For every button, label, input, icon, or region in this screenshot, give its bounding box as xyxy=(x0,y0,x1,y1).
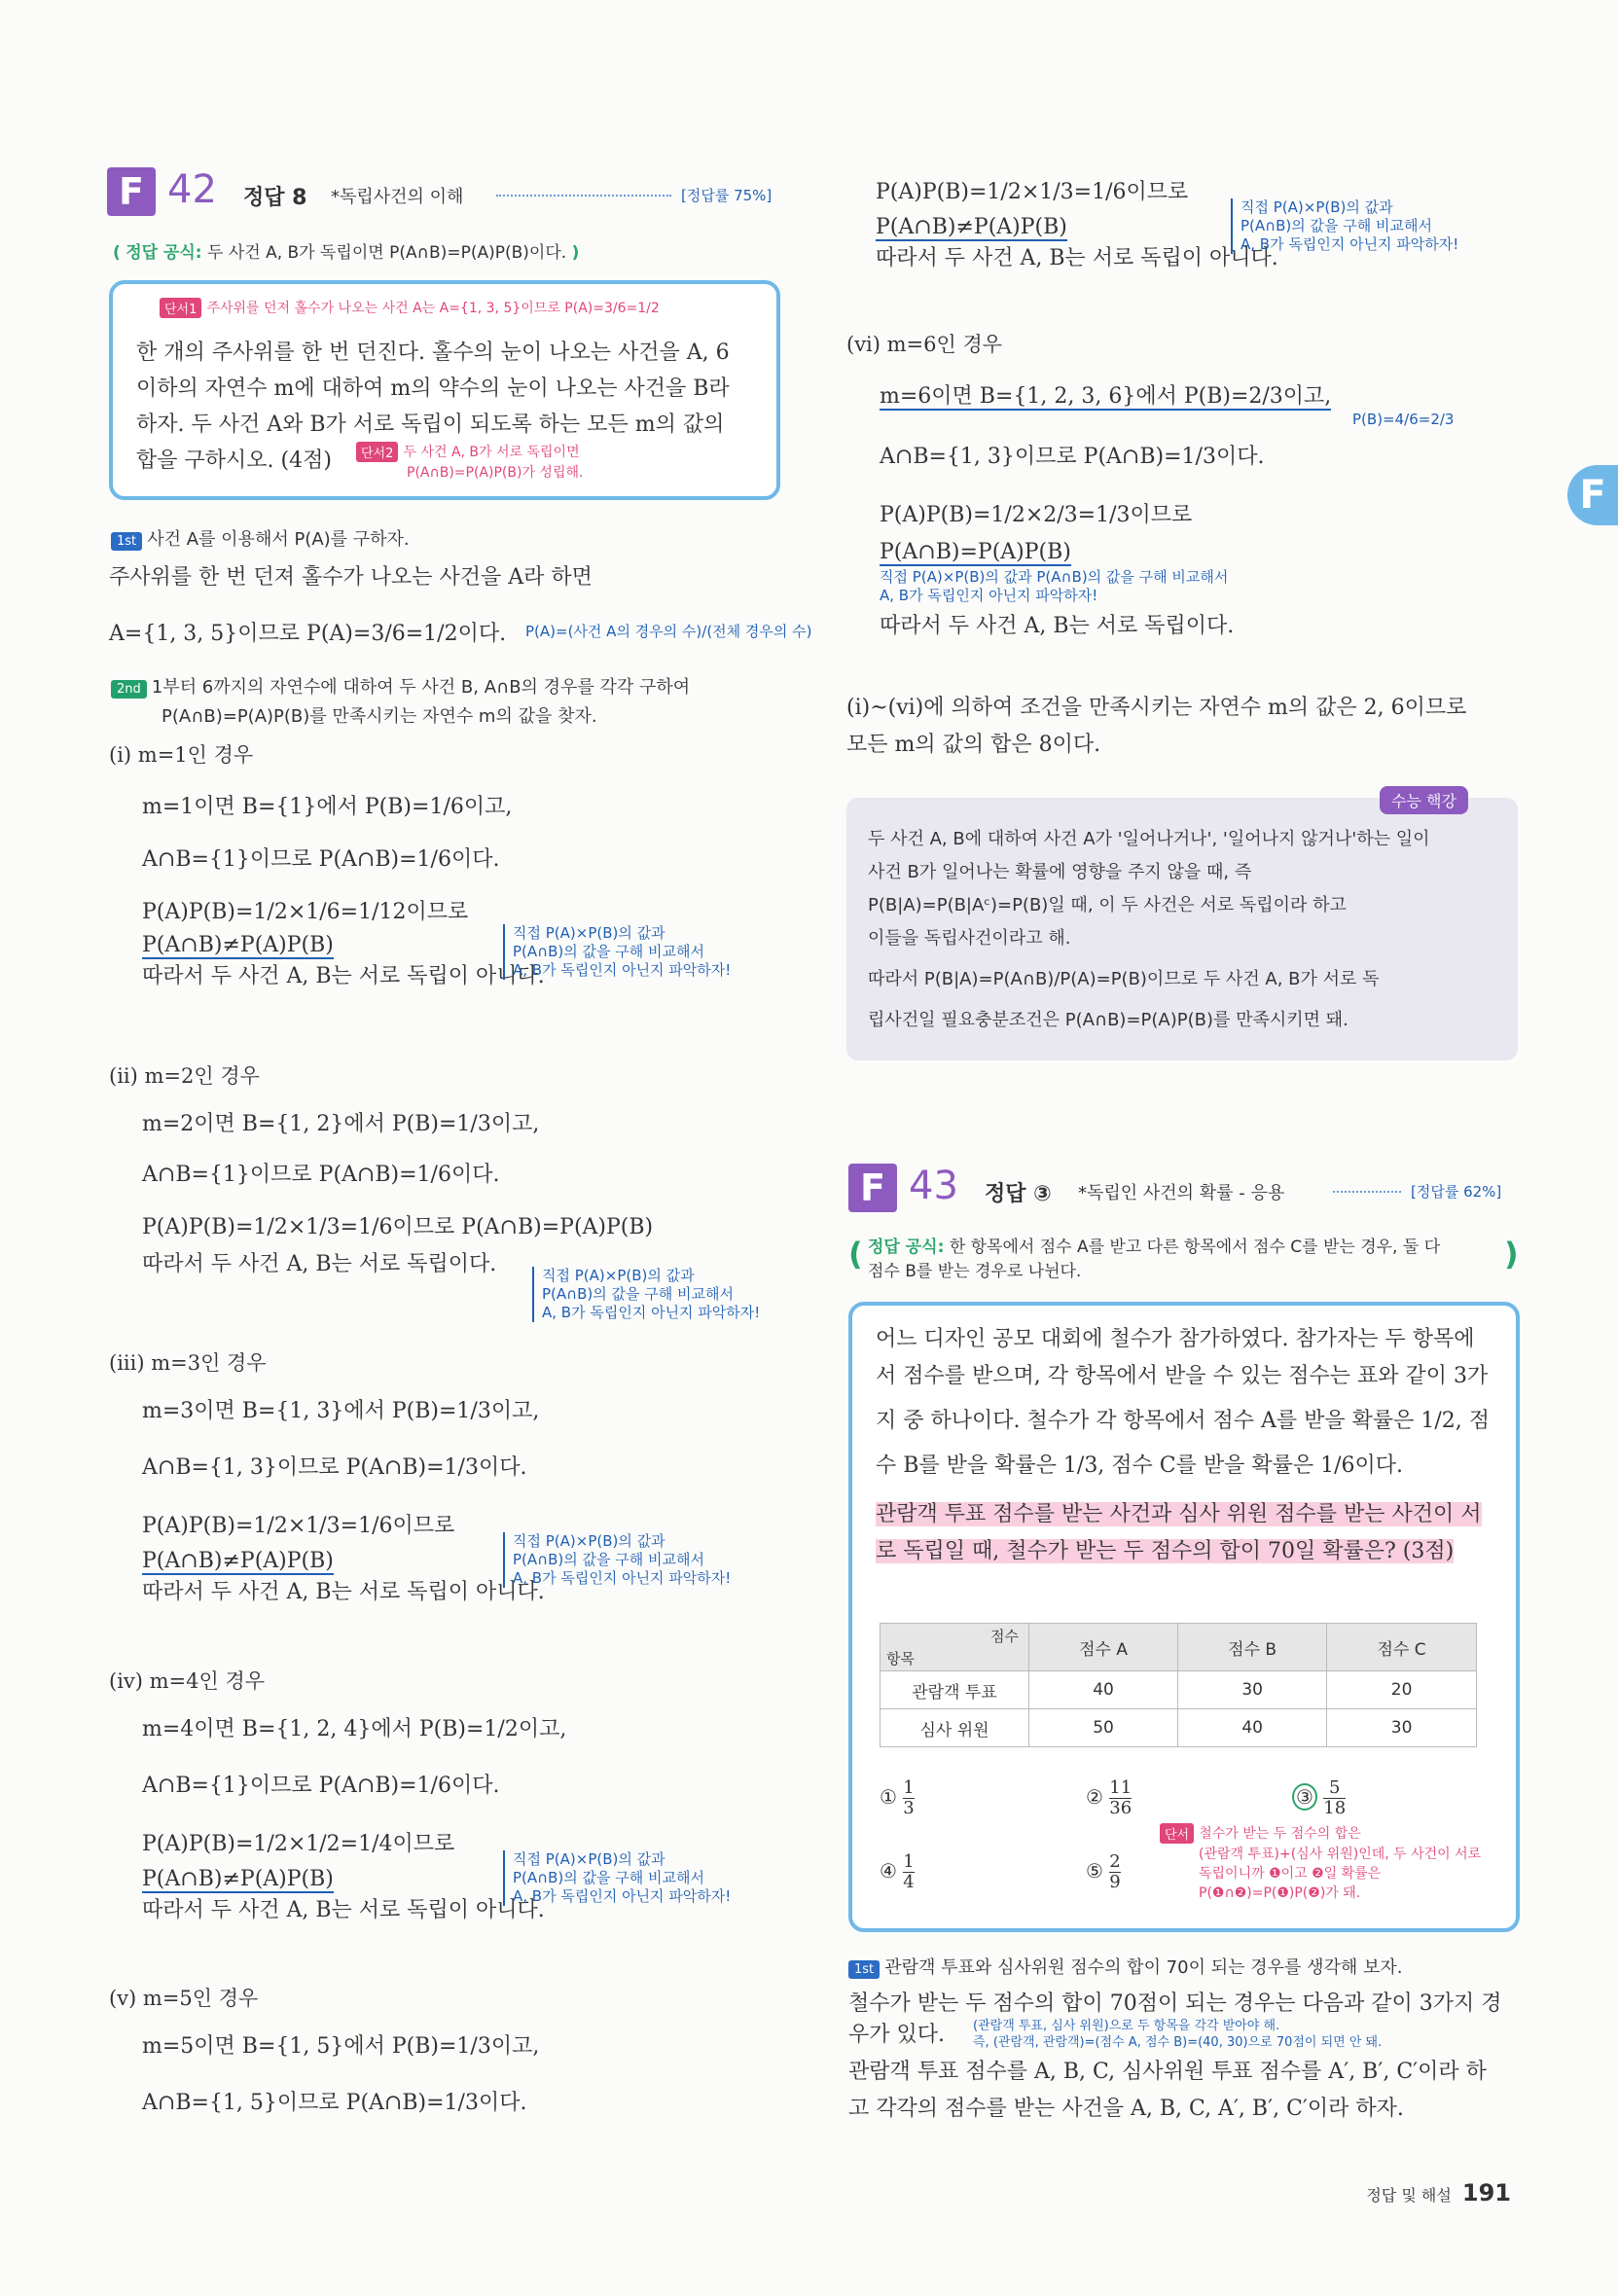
solution-line: 고 각각의 점수를 받는 사건을 A, B, C, A′, B′, C′이라 하자. xyxy=(848,2097,1404,2121)
case-line: A∩B={1}이므로 P(A∩B)=1/6이다. xyxy=(142,1163,500,1187)
table-corner xyxy=(881,1624,1029,1671)
step1-tag: 1st xyxy=(848,1960,880,1979)
problem-line: 지 중 하나이다. 철수가 각 항목에서 점수 A를 받을 확률은 1/2, 점 xyxy=(876,1409,1491,1433)
check-annot-line: A, B가 독립인지 아닌지 파악하자! xyxy=(513,1887,732,1905)
choice-mark: ③ xyxy=(1292,1783,1317,1811)
problem-line: 서 점수를 받으며, 각 항목에서 받을 수 있는 점수는 표와 같이 3가 xyxy=(876,1364,1489,1388)
table-header: 점수 C xyxy=(1327,1624,1477,1671)
q43-header xyxy=(848,1164,1520,1218)
table-row xyxy=(881,1709,1477,1747)
problem-line: 수 B를 받을 확률은 1/3, 점수 C를 받을 확률은 1/6이다. xyxy=(876,1453,1404,1478)
case-line: m=2이면 B={1, 2}에서 P(B)=1/3이고, xyxy=(142,1112,540,1136)
q43-formula xyxy=(848,1236,1520,1284)
q43-step1 xyxy=(848,1954,1402,1979)
note-line: 사건 B가 일어나는 확률에 영향을 주지 않을 때, 즉 xyxy=(868,862,1252,882)
corner-bottom: 항목 xyxy=(886,1650,915,1668)
table-cell: 30 xyxy=(1327,1709,1477,1747)
table-header: 점수 A xyxy=(1029,1624,1178,1671)
choice-mark: ⑤ xyxy=(1086,1859,1103,1883)
check-annot-line: 직접 P(A)×P(B)의 값과 xyxy=(513,924,665,942)
check-annot-line: 직접 P(A)×P(B)의 값과 xyxy=(1240,198,1393,216)
problem-line: 하자. 두 사건 A와 B가 서로 독립이 되도록 하는 모든 m의 값의 xyxy=(136,413,725,437)
case-line: P(A)P(B)=1/2×1/3=1/6이므로 xyxy=(876,180,1189,204)
q42-header xyxy=(107,167,788,222)
problem-line: 로 독립일 때, 철수가 받는 두 점수의 합이 70일 확률은? (3점) xyxy=(876,1539,1455,1563)
step1-text: 사건 A를 이용해서 P(A)를 구하자. xyxy=(147,529,410,550)
hint2-line: P(A∩B)=P(A)P(B)가 성립해. xyxy=(407,465,584,481)
q42-number: 42 xyxy=(167,167,217,212)
q42-conclusion xyxy=(846,693,1466,761)
formula-label: 정답 공식: xyxy=(868,1238,945,1257)
formula-line: 한 항목에서 점수 A를 받고 다른 항목에서 점수 C를 받는 경우, 둘 다 xyxy=(949,1238,1441,1257)
q43-rate: [정답률 62%] xyxy=(1411,1183,1502,1201)
q42-s1-line1: 주사위를 한 번 던져 홀수가 나오는 사건을 A라 하면 xyxy=(109,565,593,590)
case-line: P(A)P(B)=1/2×1/6=1/12이므로 xyxy=(142,900,469,924)
case-line: A∩B={1, 5}이므로 P(A∩B)=1/3이다. xyxy=(142,2091,527,2115)
case-line: 따라서 두 사건 A, B는 서로 독립이 아니다. xyxy=(876,246,1278,270)
formula-bracket-open: ( xyxy=(848,1236,863,1273)
check-annot-line: 직접 P(A)×P(B)의 값과 xyxy=(880,568,1032,586)
check-annot xyxy=(503,924,731,980)
case-line: P(A∩B)≠P(A)P(B) xyxy=(142,1549,334,1573)
formula-bracket-close: ) xyxy=(571,243,580,263)
hint1-tag: 단서1 xyxy=(160,298,201,318)
table-header-row xyxy=(881,1624,1477,1671)
choice-2[interactable] xyxy=(1086,1778,1132,1818)
check-annot xyxy=(532,1267,760,1322)
case-line: P(A∩B)≠P(A)P(B) xyxy=(142,1867,334,1891)
case-line: P(A∩B)≠P(A)P(B) xyxy=(876,215,1067,239)
q42-note-box xyxy=(846,792,1518,1060)
choice-mark: ② xyxy=(1086,1785,1103,1809)
q42-badge: F xyxy=(107,167,156,216)
check-annot-line: A, B가 독립인지 아닌지 파악하자! xyxy=(880,587,1098,604)
case-head: (iv) m=4인 경우 xyxy=(109,1669,266,1693)
table-header: 점수 B xyxy=(1178,1624,1327,1671)
hint-line: 철수가 받는 두 점수의 합은 xyxy=(1199,1826,1361,1842)
check-annot-line: A, B가 독립인지 아닌지 파악하자! xyxy=(513,961,732,979)
solution-line: 우가 있다. xyxy=(848,2023,945,2047)
q42-step2 xyxy=(111,673,690,728)
case-line: P(A)P(B)=1/2×2/3=1/3이므로 xyxy=(880,503,1193,527)
check-annot xyxy=(1231,198,1458,254)
hint2-line: 두 사건 A, B가 서로 독립이면 xyxy=(403,445,580,460)
q42-problem-box xyxy=(109,280,780,500)
case-line: P(A)P(B)=1/2×1/3=1/6이므로 P(A∩B)=P(A)P(B) xyxy=(142,1215,654,1239)
q43-solution xyxy=(848,1989,1501,2125)
hint2-tag: 단서2 xyxy=(356,442,398,462)
case-2 xyxy=(109,1060,790,1321)
note-text xyxy=(868,823,1430,1037)
hint1-text: 주사위를 던져 홀수가 나오는 사건 A는 A={1, 3, 5}이므로 P(A)=3/6=1/2 xyxy=(206,301,660,316)
case-line: A∩B={1, 3}이므로 P(A∩B)=1/3이다. xyxy=(142,1455,527,1480)
choice-num: 1 xyxy=(903,1777,915,1798)
problem-line: 이하의 자연수 m에 대하여 m의 약수의 눈이 나오는 사건을 B라 xyxy=(136,377,730,401)
case-line: P(A∩B)=P(A)P(B) xyxy=(880,540,1071,564)
q43-leader xyxy=(1333,1191,1401,1193)
note-tag: 수능 핵강 xyxy=(1380,786,1468,814)
annot-line: (관람객 투표, 심사 위원)으로 두 항목을 각각 받아야 해. xyxy=(973,2019,1280,2033)
case-line: A∩B={1}이므로 P(A∩B)=1/6이다. xyxy=(142,1774,500,1798)
q43-topic: *독립인 사건의 확률 - 응용 xyxy=(1078,1183,1285,1203)
q43-answer: 정답 ③ xyxy=(985,1182,1052,1206)
choice-den: 3 xyxy=(903,1798,915,1818)
check-annot-line: A, B가 독립인지 아닌지 파악하자! xyxy=(513,1569,732,1587)
section-tab[interactable]: F xyxy=(1567,465,1618,525)
case-6 xyxy=(846,329,1508,642)
choice-3[interactable] xyxy=(1292,1778,1346,1818)
q43-hint xyxy=(1160,1823,1481,1902)
choice-4[interactable] xyxy=(880,1852,915,1892)
case-line: m=6이면 B={1, 2, 3, 6}에서 P(B)=2/3이고, xyxy=(880,384,1332,409)
step2-line: 1부터 6까지의 자연수에 대하여 두 사건 B, A∩B의 경우를 각각 구하여 xyxy=(151,677,691,698)
choice-num: 11 xyxy=(1109,1777,1133,1798)
case-line: m=4이면 B={1, 2, 4}에서 P(B)=1/2이고, xyxy=(142,1717,567,1741)
case-head: (i) m=1인 경우 xyxy=(109,743,254,767)
solution-line: 관람객 투표 점수를 A, B, C, 심사위원 투표 점수를 A′, B′, C′이라 하 xyxy=(848,2060,1487,2084)
choice-1[interactable] xyxy=(880,1778,915,1818)
case-head: (iii) m=3인 경우 xyxy=(109,1351,267,1375)
check-annot-line: P(A∩B)의 값을 구해 비교해서 xyxy=(513,1551,704,1568)
page-footer xyxy=(1366,2179,1511,2206)
note-line: P(B|A)=P(B|Aᶜ)=P(B)일 때, 이 두 사건은 서로 독립이라 하고 xyxy=(868,895,1347,915)
check-annot xyxy=(503,1850,731,1906)
check-annot-line: A, B가 독립인지 아닌지 파악하자! xyxy=(542,1304,761,1321)
note-line: 따라서 P(B|A)=P(A∩B)/P(A)=P(B)이므로 두 사건 A, B가 서로 독 xyxy=(868,969,1380,989)
q42-s1-annot: P(A)=(사건 A의 경우의 수)/(전체 경우의 수) xyxy=(525,623,812,640)
annot-line: 즉, (관람객, 관람객)=(점수 A, 점수 B)=(40, 30)으로 70점이 되면 안 돼. xyxy=(973,2035,1383,2050)
choice-den: 4 xyxy=(903,1872,915,1892)
note-line: 립사건일 필요충분조건은 P(A∩B)=P(A)P(B)를 만족시키면 돼. xyxy=(868,1010,1348,1030)
hint-tag: 단서 xyxy=(1160,1823,1194,1844)
choice-num: 2 xyxy=(1109,1851,1121,1872)
hint-line: 독립이니까 ❶이고 ❷일 확률은 xyxy=(1199,1866,1382,1882)
check-annot xyxy=(503,1532,731,1588)
q43-number: 43 xyxy=(909,1164,958,1208)
case-line: P(A)P(B)=1/2×1/2=1/4이므로 xyxy=(142,1832,455,1856)
vi-annot: P(B)=4/6=2/3 xyxy=(1352,411,1455,428)
vi-check-annot xyxy=(880,568,1508,605)
table-cell: 50 xyxy=(1029,1709,1178,1747)
choice-num: 5 xyxy=(1323,1778,1346,1799)
step2-line: P(A∩B)=P(A)P(B)를 만족시키는 자연수 m의 값을 찾자. xyxy=(162,706,597,727)
formula-text: 두 사건 A, B가 독립이면 P(A∩B)=P(A)P(B)이다. xyxy=(207,243,567,263)
formula-bracket-open: ( xyxy=(113,243,121,263)
q42-hint1 xyxy=(160,298,660,318)
choice-5[interactable] xyxy=(1086,1852,1121,1892)
table-row-label: 심사 위원 xyxy=(881,1709,1029,1747)
choice-den: 18 xyxy=(1323,1798,1347,1818)
footer-label: 정답 및 해설 xyxy=(1366,2186,1452,2205)
problem-line: 한 개의 주사위를 한 번 던진다. 홀수의 눈이 나오는 사건을 A, 6 xyxy=(136,341,730,365)
hint-line: P(❶∩❷)=P(❶)P(❷)가 돼. xyxy=(1199,1885,1361,1901)
case-1 xyxy=(109,739,790,992)
hint-line: (관람객 투표)+(심사 위원)인데, 두 사건이 서로 xyxy=(1199,1847,1482,1862)
q42-hint2 xyxy=(356,442,583,482)
choice-num: 1 xyxy=(903,1851,915,1872)
q42-leader xyxy=(496,195,671,197)
case-line: m=3이면 B={1, 3}에서 P(B)=1/3이고, xyxy=(142,1399,540,1423)
case-line: 따라서 두 사건 A, B는 서로 독립이다. xyxy=(880,614,1235,638)
case-head: (vi) m=6인 경우 xyxy=(846,333,1003,356)
choice-mark: ④ xyxy=(880,1859,897,1883)
check-annot-line: P(A∩B)의 값을 구해 비교해서 xyxy=(513,943,704,960)
q43-problem-text xyxy=(876,1321,1490,1570)
case-line: A∩B={1}이므로 P(A∩B)=1/6이다. xyxy=(142,847,500,872)
problem-line: 합을 구하시오. (4점) xyxy=(136,448,332,473)
case-line: 따라서 두 사건 A, B는 서로 독립이 아니다. xyxy=(142,1898,545,1922)
table-cell: 40 xyxy=(1178,1709,1327,1747)
conclusion-line: 모든 m의 값의 합은 8이다. xyxy=(846,733,1101,757)
check-annot-line: 직접 P(A)×P(B)의 값과 xyxy=(542,1267,695,1284)
score-table xyxy=(880,1623,1477,1747)
step2-tag: 2nd xyxy=(111,680,147,699)
case-line: P(A∩B)≠P(A)P(B) xyxy=(142,933,334,957)
case-4 xyxy=(109,1666,790,1926)
check-annot-line: P(A∩B)의 값을 구해 비교해서 xyxy=(1036,568,1229,586)
q42-s1-line2: A={1, 3, 5}이므로 P(A)=3/6=1/2이다. xyxy=(109,622,507,646)
check-annot-line: P(A∩B)의 값을 구해 비교해서 xyxy=(513,1869,704,1886)
note-line: 이들을 독립사건이라고 해. xyxy=(868,928,1071,949)
case-5 xyxy=(109,1983,790,2119)
case-line: m=5이면 B={1, 5}에서 P(B)=1/3이고, xyxy=(142,2034,540,2059)
case-line: A∩B={1, 3}이므로 P(A∩B)=1/3이다. xyxy=(880,445,1265,469)
choice-den: 9 xyxy=(1109,1872,1121,1892)
q43-problem-box xyxy=(848,1302,1520,1932)
check-annot-line: 직접 P(A)×P(B)의 값과 xyxy=(513,1532,665,1550)
table-cell: 40 xyxy=(1029,1671,1178,1709)
conclusion-line: (i)~(vi)에 의하여 조건을 만족시키는 자연수 m의 값은 2, 6이므로 xyxy=(846,696,1467,720)
q43-annot xyxy=(973,2018,1382,2051)
check-annot-line: A, B가 독립인지 아닌지 파악하자! xyxy=(1240,235,1459,253)
case-head: (v) m=5인 경우 xyxy=(109,1987,259,2010)
case-line: P(A)P(B)=1/2×1/3=1/6이므로 xyxy=(142,1514,455,1538)
case-line: m=1이면 B={1}에서 P(B)=1/6이고, xyxy=(142,795,513,819)
solution-line: 철수가 받는 두 점수의 합이 70점이 되는 경우는 다음과 같이 3가지 경 xyxy=(848,1991,1502,2016)
table-row xyxy=(881,1671,1477,1709)
case-3 xyxy=(109,1347,790,1608)
problem-line: 어느 디자인 공모 대회에 철수가 참가하였다. 참가자는 두 항목에 xyxy=(876,1327,1475,1351)
q42-step1 xyxy=(111,525,410,551)
check-annot-line: P(A∩B)의 값을 구해 비교해서 xyxy=(1240,217,1432,234)
case-line: 따라서 두 사건 A, B는 서로 독립이다. xyxy=(142,1252,497,1276)
q42-answer: 정답 8 xyxy=(243,186,307,210)
choice-mark: ① xyxy=(880,1785,897,1809)
check-annot-line: 직접 P(A)×P(B)의 값과 xyxy=(513,1850,665,1868)
note-line: 두 사건 A, B에 대하여 사건 A가 '일어나거나', '일어나지 않거나'하는 일이 xyxy=(868,829,1430,849)
step1-text: 관람객 투표와 심사위원 점수의 합이 70이 되는 경우를 생각해 보자. xyxy=(884,1957,1403,1978)
choice-den: 36 xyxy=(1109,1798,1133,1818)
case-head: (ii) m=2인 경우 xyxy=(109,1064,260,1088)
step1-tag: 1st xyxy=(111,532,142,551)
check-annot-line: P(A∩B)의 값을 구해 비교해서 xyxy=(542,1285,734,1303)
q42-formula xyxy=(113,238,794,263)
case-line: 따라서 두 사건 A, B는 서로 독립이 아니다. xyxy=(142,964,545,988)
formula-line: 점수 B를 받는 경우로 나뉜다. xyxy=(868,1262,1082,1281)
q43-badge: F xyxy=(848,1164,897,1212)
table-row-label: 관람객 투표 xyxy=(881,1671,1029,1709)
q42-rate: [정답률 75%] xyxy=(681,187,773,204)
formula-bracket-close: ) xyxy=(1504,1236,1519,1273)
table-cell: 30 xyxy=(1178,1671,1327,1709)
problem-line: 관람객 투표 점수를 받는 사건과 심사 위원 점수를 받는 사건이 서 xyxy=(876,1502,1482,1526)
case-line: 따라서 두 사건 A, B는 서로 독립이 아니다. xyxy=(142,1580,545,1604)
case-5-continued xyxy=(876,177,1498,274)
table-cell: 20 xyxy=(1327,1671,1477,1709)
page-number: 191 xyxy=(1461,2179,1511,2206)
q42-topic: *독립사건의 이해 xyxy=(331,187,464,207)
formula-label: 정답 공식: xyxy=(126,243,202,263)
corner-top: 점수 xyxy=(990,1628,1019,1645)
